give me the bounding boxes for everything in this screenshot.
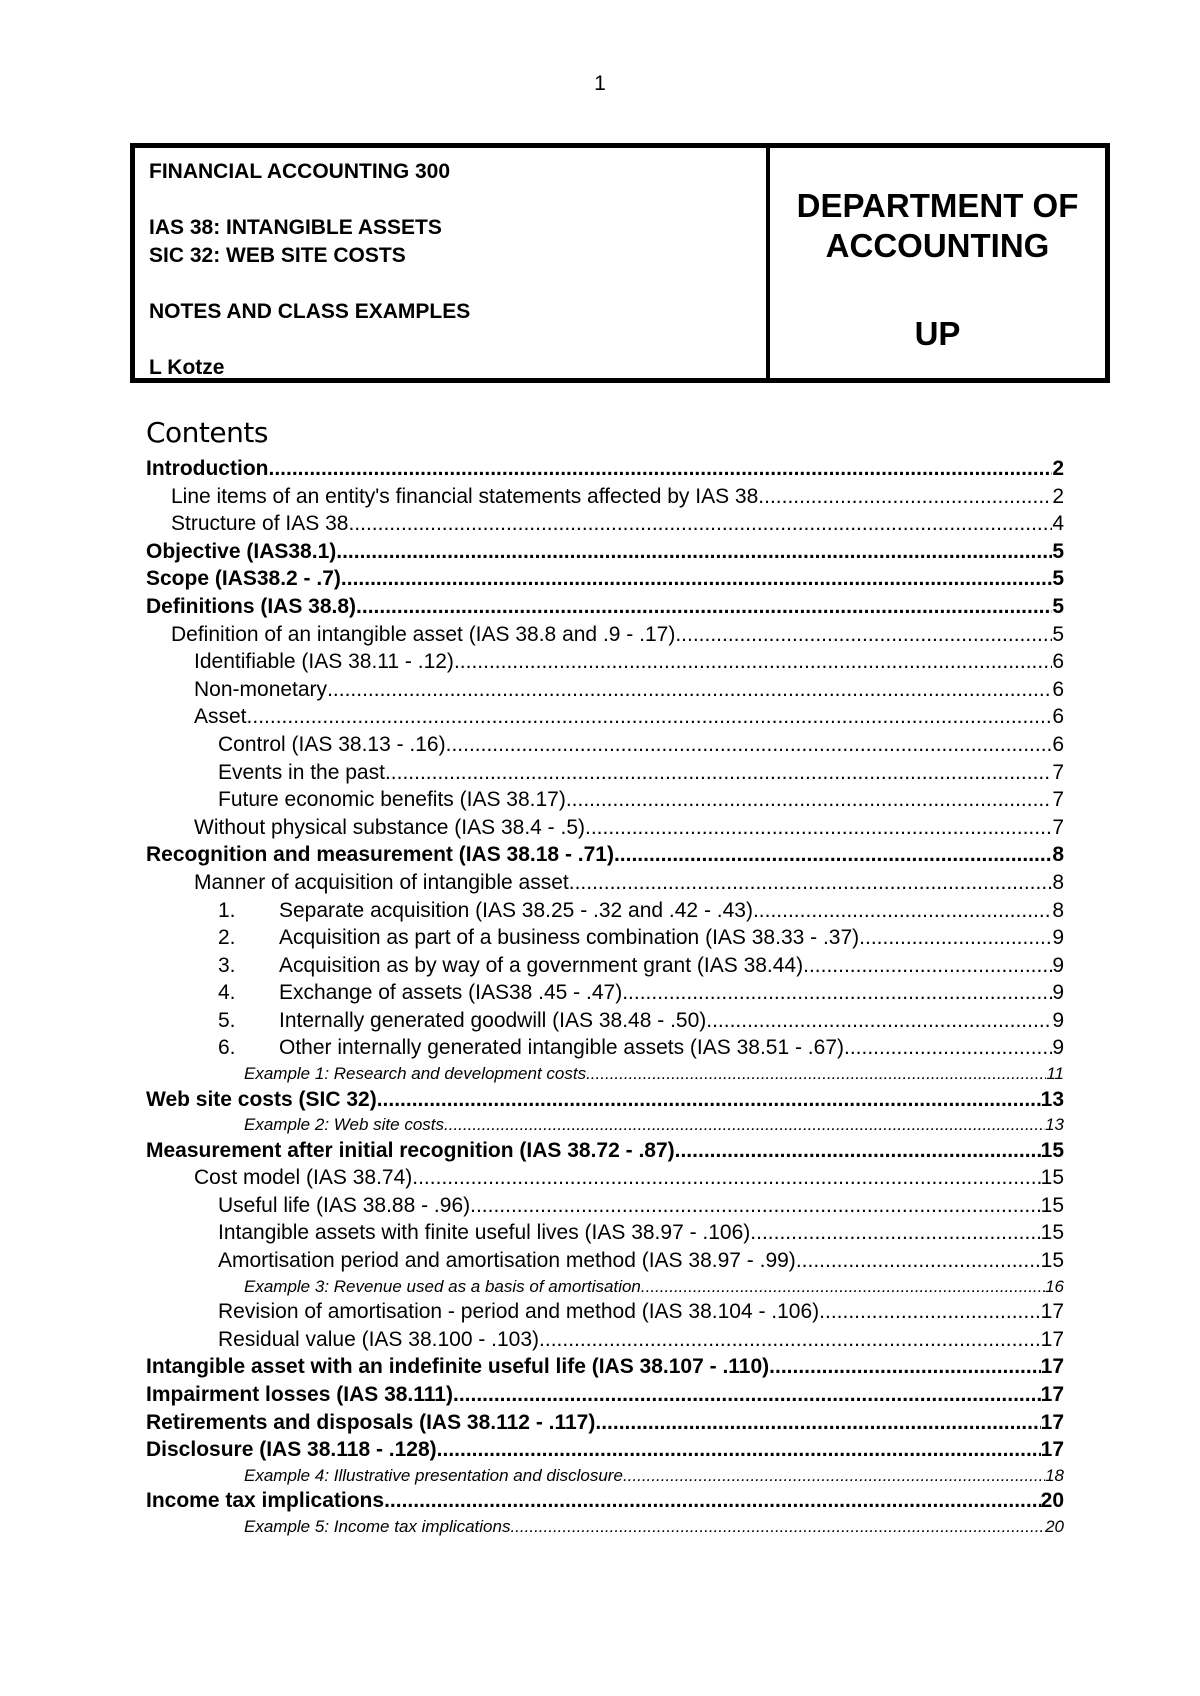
toc-dot-leader [446,731,1053,759]
toc-entry-title [218,924,859,952]
toc-entry-text: Introduction [146,457,269,480]
toc-entry-number: 4. [218,981,236,1005]
toc-page-number: 9 [1052,953,1064,977]
toc-dot-leader [569,869,1053,897]
toc-entry-title [146,1436,437,1464]
toc-page-number: 18 [1045,1465,1064,1485]
toc-dot-leader [586,1062,1046,1086]
toc-dot-leader [753,897,1052,925]
toc-entry[interactable] [146,979,1064,1007]
toc-entry-text: Measurement after initial recognition (IAS 38.72 - .87) [146,1138,675,1162]
toc-entry[interactable] [146,731,1064,759]
toc-page-number: 17 [1040,1300,1064,1324]
toc-dot-leader [614,841,1052,869]
toc-entry-title [244,1113,444,1137]
toc-page-number: 6 [1052,732,1064,756]
toc-entry[interactable] [146,621,1064,649]
toc-entry-text: Manner of acquisition of intangible asset [194,870,569,894]
toc-entry-title [171,483,758,511]
toc-entry-title [218,731,446,759]
toc-page-number: 7 [1052,760,1064,784]
toc-dot-leader [623,1464,1045,1488]
toc-dot-leader [356,593,1052,621]
toc-page-number: 13 [1045,1115,1064,1135]
toc-page-number: 17 [1040,1327,1064,1351]
toc-dot-leader [470,1192,1041,1220]
toc-page-number: 17 [1040,1382,1064,1406]
toc-entry[interactable] [146,924,1064,952]
toc-page-number: 6 [1052,677,1064,701]
toc-entry[interactable] [146,1164,1064,1192]
toc-page-number: 20 [1040,1489,1064,1513]
toc-entry[interactable] [146,1137,1064,1165]
toc-page-number: 15 [1040,1166,1064,1190]
toc-entry-text: Example 4: Illustrative presentation and disclosure [244,1465,623,1485]
toc-dot-leader [566,786,1052,814]
toc-entry[interactable] [146,676,1064,704]
toc-page-number: 6 [1052,650,1064,674]
toc-example-entry[interactable] [146,1275,1064,1299]
toc-page-number: 9 [1052,981,1064,1005]
toc-entry-title [146,1086,377,1114]
toc-page-number: 2 [1052,484,1064,508]
toc-entry-title [146,1137,675,1165]
toc-entry-text: Recognition and measurement (IAS 38.18 - .71) [146,843,614,867]
toc-entry-text: Separate acquisition (IAS 38.25 - .32 and .42 - .43) [279,898,753,922]
page-number: 1 [594,72,606,95]
toc-page-number: 17 [1040,1438,1064,1462]
toc-dot-leader [585,814,1052,842]
toc-entry[interactable] [146,1219,1064,1247]
toc-dot-leader [348,510,1052,538]
toc-entry-title [194,814,585,842]
toc-entry[interactable] [146,1034,1064,1062]
toc-entry[interactable] [146,1353,1064,1381]
toc-entry-title [218,759,385,787]
toc-entry-title [146,538,336,566]
toc-entry-title [194,1164,412,1192]
toc-dot-leader [595,1409,1040,1437]
toc-entry-title [171,510,348,538]
toc-dot-leader [803,952,1052,980]
toc-entry-text: Disclosure (IAS 38.118 - .128) [146,1438,437,1462]
toc-page-number: 5 [1052,622,1064,646]
toc-entry-title [146,1381,453,1409]
toc-entry-title [171,621,675,649]
toc-dot-leader [377,1086,1041,1114]
toc-entry[interactable] [146,510,1064,538]
toc-entry-title [218,786,566,814]
toc-entry-text: Without physical substance (IAS 38.4 - .5) [194,815,586,839]
toc-entry-text: Line items of an entity's financial statements affected by IAS 38 [171,484,759,508]
toc-dot-leader [247,703,1053,731]
toc-entry-text: Acquisition as by way of a government grant (IAS 38.44) [279,953,804,977]
toc-entry[interactable] [146,455,1064,483]
toc-entry-text: Definitions (IAS 38.8) [146,594,357,618]
toc-dot-leader [622,979,1052,1007]
toc-entry-text: Objective (IAS38.1) [146,539,337,563]
toc-entry-number: 2. [218,926,236,950]
toc-page-number: 9 [1052,1036,1064,1060]
toc-page-number: 6 [1052,705,1064,729]
toc-entry-title [244,1515,510,1539]
toc-entry[interactable] [146,841,1064,869]
toc-entry[interactable] [146,538,1064,566]
toc-page-number: 7 [1052,815,1064,839]
toc-entry[interactable] [146,648,1064,676]
toc-page-number: 15 [1040,1221,1064,1245]
toc-entry-title [218,979,622,1007]
toc-dot-leader [454,648,1052,676]
toc-dot-leader [819,1298,1040,1326]
toc-page-number: 16 [1045,1276,1064,1296]
toc-example-entry[interactable] [146,1464,1064,1488]
toc-entry-title [218,1298,819,1326]
author: L Kotze [149,356,225,379]
toc-entry-title [194,703,247,731]
toc-entry-text: Structure of IAS 38 [171,512,349,536]
toc-dot-leader [675,1137,1041,1165]
toc-entry[interactable] [146,1487,1064,1515]
toc-page-number: 20 [1045,1516,1064,1536]
toc-entry[interactable] [146,593,1064,621]
toc-entry-text: Intangible asset with an indefinite useful life (IAS 38.107 - .110) [146,1355,770,1379]
toc-entry-title [194,676,327,704]
toc-entry-text: Exchange of assets (IAS38 .45 - .47) [279,981,623,1005]
toc-entry-title [218,1326,539,1354]
toc-entry-text: Example 1: Research and development costs [244,1064,587,1084]
toc-entry-text: Residual value (IAS 38.100 - .103) [218,1327,540,1351]
toc-dot-leader [268,455,1052,483]
toc-entry-text: Amortisation period and amortisation method (IAS 38.97 - .99) [218,1249,796,1273]
toc-entry[interactable] [146,897,1064,925]
toc-entry-text: Identifiable (IAS 38.11 - .12) [194,650,454,674]
toc-entry[interactable] [146,786,1064,814]
toc-dot-leader [706,1007,1052,1035]
toc-dot-leader [336,538,1052,566]
toc-dot-leader [444,1113,1045,1137]
toc-entry-text: Events in the past [218,760,385,784]
toc-dot-leader [539,1326,1041,1354]
toc-entry-text: Other internally generated intangible assets (IAS 38.51 - .67) [279,1036,844,1060]
toc-entry-title [146,1487,384,1515]
toc-dot-leader [385,759,1052,787]
toc-entry[interactable] [146,1381,1064,1409]
course-title: FINANCIAL ACCOUNTING 300 [149,160,451,183]
toc-entry-title [194,869,569,897]
toc-entry-text: Asset [194,705,247,729]
toc-page-number: 5 [1052,594,1064,618]
toc-entry[interactable] [146,1436,1064,1464]
toc-entry[interactable] [146,1326,1064,1354]
toc-dot-leader [510,1515,1045,1539]
toc-entry[interactable] [146,1298,1064,1326]
toc-entry[interactable] [146,565,1064,593]
toc-dot-leader [758,483,1052,511]
contents-heading: Contents [146,416,268,449]
toc-dot-leader [769,1353,1040,1381]
toc-entry[interactable] [146,952,1064,980]
toc-page-number: 4 [1052,512,1064,536]
toc-entry-title [218,1007,706,1035]
toc-page-number: 5 [1052,539,1064,563]
standard-ias38: IAS 38: INTANGIBLE ASSETS [149,216,442,239]
toc-entry[interactable] [146,869,1064,897]
toc-entry-text: Example 2: Web site costs [244,1115,444,1135]
toc-entry-text: Future economic benefits (IAS 38.17) [218,788,566,812]
toc-entry[interactable] [146,1007,1064,1035]
toc-entry-text: Web site costs (SIC 32) [146,1087,377,1111]
toc-page-number: 2 [1052,457,1064,480]
toc-page-number: 15 [1040,1249,1064,1273]
toc-page-number: 11 [1046,1064,1064,1084]
toc-entry-text: Income tax implications [146,1489,385,1513]
toc-dot-leader [412,1164,1040,1192]
toc-entry-title [146,841,614,869]
toc-entry[interactable] [146,1247,1064,1275]
toc-entry-text: Useful life (IAS 38.88 - .96) [218,1193,471,1217]
toc-dot-leader [796,1247,1041,1275]
toc-entry[interactable] [146,483,1064,511]
notes-label: NOTES AND CLASS EXAMPLES [149,300,471,323]
toc-entry-text: Acquisition as part of a business combination (IAS 38.33 - .37) [279,926,860,950]
department-line-2: ACCOUNTING [825,227,1050,264]
toc-entry[interactable] [146,1409,1064,1437]
toc-entry-title [146,593,356,621]
toc-page-number: 13 [1040,1087,1064,1111]
toc-entry-title [244,1062,586,1086]
department-line-1: DEPARTMENT OF [796,187,1079,224]
toc-dot-leader [844,1034,1052,1062]
standard-sic32: SIC 32: WEB SITE COSTS [149,244,406,267]
toc-dot-leader [341,565,1052,593]
toc-entry-number: 6. [218,1036,236,1060]
toc-page-number: 8 [1052,843,1064,867]
toc-entry-text: Revision of amortisation - period and method (IAS 38.104 - .106) [218,1300,820,1324]
title-box [130,143,1110,383]
toc-page-number: 9 [1052,926,1064,950]
toc-entry-title [194,648,454,676]
department-info [770,148,1105,378]
toc-entry-title [146,1353,769,1381]
toc-entry-title [244,1464,623,1488]
toc-example-entry[interactable] [146,1062,1064,1086]
toc-dot-leader [327,676,1052,704]
toc-dot-leader [453,1381,1041,1409]
toc-entry-title [218,1247,796,1275]
toc-entry-text: Retirements and disposals (IAS 38.112 - .117) [146,1410,596,1434]
toc-page-number: 15 [1040,1193,1064,1217]
toc-entry-title [218,952,803,980]
toc-entry[interactable] [146,1192,1064,1220]
toc-entry-text: Example 5: Income tax implications [244,1516,511,1536]
toc-dot-leader [859,924,1052,952]
toc-entry-text: Scope (IAS38.2 - .7) [146,567,341,591]
toc-page-number: 8 [1052,898,1064,922]
institution: UP [914,315,961,352]
toc-entry-text: Example 3: Revenue used as a basis of amortisation [244,1276,641,1296]
toc-entry-number: 3. [218,953,236,977]
toc-entry-title [146,565,341,593]
table-of-contents [146,455,1064,1538]
toc-dot-leader [750,1219,1040,1247]
toc-dot-leader [437,1436,1041,1464]
toc-entry[interactable] [146,759,1064,787]
toc-page-number: 7 [1052,788,1064,812]
toc-entry-title [146,1409,595,1437]
toc-entry-text: Impairment losses (IAS 38.111) [146,1382,453,1406]
toc-page-number: 9 [1052,1008,1064,1032]
toc-entry-text: Cost model (IAS 38.74) [194,1166,413,1190]
toc-entry-title [218,1192,470,1220]
toc-entry-text: Intangible assets with finite useful lives (IAS 38.97 - .106) [218,1221,751,1245]
toc-dot-leader [384,1487,1041,1515]
toc-page-number: 5 [1052,567,1064,591]
toc-entry-title [218,897,753,925]
toc-dot-leader [641,1275,1045,1299]
toc-entry[interactable] [146,1086,1064,1114]
toc-entry-text: Definition of an intangible asset (IAS 38.8 and .9 - .17) [171,622,676,646]
toc-entry-text: Internally generated goodwill (IAS 38.48 - .50) [279,1008,707,1032]
toc-dot-leader [675,621,1052,649]
toc-entry[interactable] [146,814,1064,842]
course-info [135,148,770,378]
toc-entry-number: 5. [218,1008,236,1032]
toc-entry-title [146,455,268,483]
toc-page-number: 17 [1040,1355,1064,1379]
toc-entry-title [218,1034,844,1062]
toc-example-entry[interactable] [146,1113,1064,1137]
toc-page-number: 8 [1052,870,1064,894]
toc-entry-text: Control (IAS 38.13 - .16) [218,732,446,756]
toc-entry-text: Non-monetary [194,677,328,701]
toc-entry-number: 1. [218,898,236,922]
toc-page-number: 17 [1040,1410,1064,1434]
toc-example-entry[interactable] [146,1515,1064,1539]
toc-entry-title [218,1219,750,1247]
toc-entry[interactable] [146,703,1064,731]
toc-entry-title [244,1275,641,1299]
toc-page-number: 15 [1040,1138,1064,1162]
